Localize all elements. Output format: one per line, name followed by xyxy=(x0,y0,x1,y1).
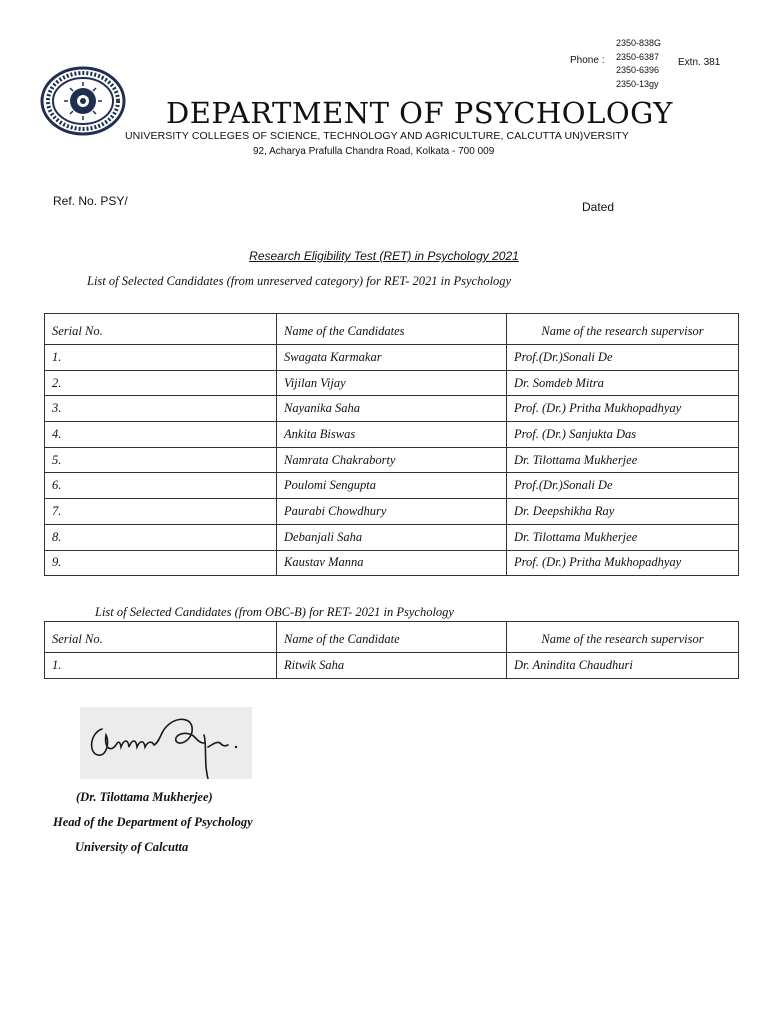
table-row xyxy=(45,550,739,576)
header-serial: Serial No. xyxy=(45,622,277,653)
unreserved-candidates-table xyxy=(44,313,739,576)
candidate-cell: Paurabi Chowdhury xyxy=(277,499,507,525)
serial-cell: 2. xyxy=(45,370,277,396)
header-candidate: Name of the Candidates xyxy=(277,314,507,345)
supervisor-cell: Prof. (Dr.) Pritha Mukhopadhyay xyxy=(507,550,739,576)
supervisor-cell: Dr. Anindita Chaudhuri xyxy=(507,653,739,679)
phone-number: 2350-6387 xyxy=(616,51,660,62)
serial-cell: 1. xyxy=(45,653,277,679)
table-row xyxy=(45,345,739,371)
signatory-role: Head of the Department of Psychology xyxy=(53,815,253,829)
unreserved-list-caption: List of Selected Candidates (from unreserved category) for RET- 2021 in Psychology xyxy=(87,274,512,288)
table-row xyxy=(45,499,739,525)
candidate-cell: Poulomi Sengupta xyxy=(277,473,507,499)
table-row xyxy=(45,370,739,396)
phone-number: 2350-6396 xyxy=(616,65,660,75)
serial-cell: 8. xyxy=(45,524,277,550)
header-supervisor: Name of the research supervisor xyxy=(507,622,739,653)
document-title: Research Eligibility Test (RET) in Psychology 2021 xyxy=(249,249,519,263)
signatory-name: (Dr. Tilottama Mukherjee) xyxy=(76,790,213,804)
phone-extension: Extn. 381 xyxy=(678,57,721,68)
candidate-cell: Kaustav Manna xyxy=(277,550,507,576)
table-row xyxy=(45,396,739,422)
serial-cell: 1. xyxy=(45,345,277,371)
candidate-cell: Namrata Chakraborty xyxy=(277,447,507,473)
dated-label: Dated xyxy=(582,200,615,214)
phone-label: Phone : xyxy=(570,55,605,66)
signature-image xyxy=(80,707,252,779)
candidate-cell: Vijilan Vijay xyxy=(277,370,507,396)
table-header-row xyxy=(45,314,739,345)
supervisor-cell: Prof. (Dr.) Sanjukta Das xyxy=(507,422,739,448)
candidate-cell: Ritwik Saha xyxy=(277,653,507,679)
university-seal-logo xyxy=(40,66,126,136)
supervisor-cell: Prof.(Dr.)Sonali De xyxy=(507,473,739,499)
serial-cell: 4. xyxy=(45,422,277,448)
supervisor-cell: Dr. Somdeb Mitra xyxy=(507,370,739,396)
table-row xyxy=(45,422,739,448)
signatory-university: University of Calcutta xyxy=(75,840,189,854)
supervisor-cell: Dr. Deepshikha Ray xyxy=(507,499,739,525)
serial-cell: 9. xyxy=(45,550,277,576)
university-line: UNIVERSITY COLLEGES OF SCIENCE, TECHNOLOGY AND AGRICULTURE, CALCUTTA UN)VERSITY xyxy=(125,130,630,142)
department-address: 92, Acharya Prafulla Chandra Road, Kolkata - 700 009 xyxy=(253,146,495,157)
table-header-row xyxy=(45,622,739,653)
header-supervisor: Name of the research supervisor xyxy=(507,314,739,345)
supervisor-cell: Prof. (Dr.) Pritha Mukhopadhyay xyxy=(507,396,739,422)
obc-b-candidates-table xyxy=(44,621,739,679)
supervisor-cell: Dr. Tilottama Mukherjee xyxy=(507,524,739,550)
table-row xyxy=(45,473,739,499)
candidate-cell: Ankita Biswas xyxy=(277,422,507,448)
phone-number: 2350-838G xyxy=(616,38,662,48)
serial-cell: 3. xyxy=(45,396,277,422)
phone-numbers xyxy=(616,37,661,91)
obc-b-list-caption: List of Selected Candidates (from OBC-B) for RET- 2021 in Psychology xyxy=(95,605,454,619)
candidate-cell: Nayanika Saha xyxy=(277,396,507,422)
department-title: DEPARTMENT OF PSYCHOLOGY xyxy=(166,96,673,130)
phone-number: 2350-13gy xyxy=(616,78,659,89)
reference-number: Ref. No. PSY/ xyxy=(53,194,128,208)
supervisor-cell: Dr. Tilottama Mukherjee xyxy=(507,447,739,473)
table-row xyxy=(45,524,739,550)
header-candidate: Name of the Candidate xyxy=(277,622,507,653)
candidate-cell: Swagata Karmakar xyxy=(277,345,507,371)
serial-cell: 5. xyxy=(45,447,277,473)
table-row xyxy=(45,653,739,679)
header-serial: Serial No. xyxy=(45,314,277,345)
table-row xyxy=(45,447,739,473)
serial-cell: 6. xyxy=(45,473,277,499)
candidate-cell: Debanjali Saha xyxy=(277,524,507,550)
supervisor-cell: Prof.(Dr.)Sonali De xyxy=(507,345,739,371)
serial-cell: 7. xyxy=(45,499,277,525)
